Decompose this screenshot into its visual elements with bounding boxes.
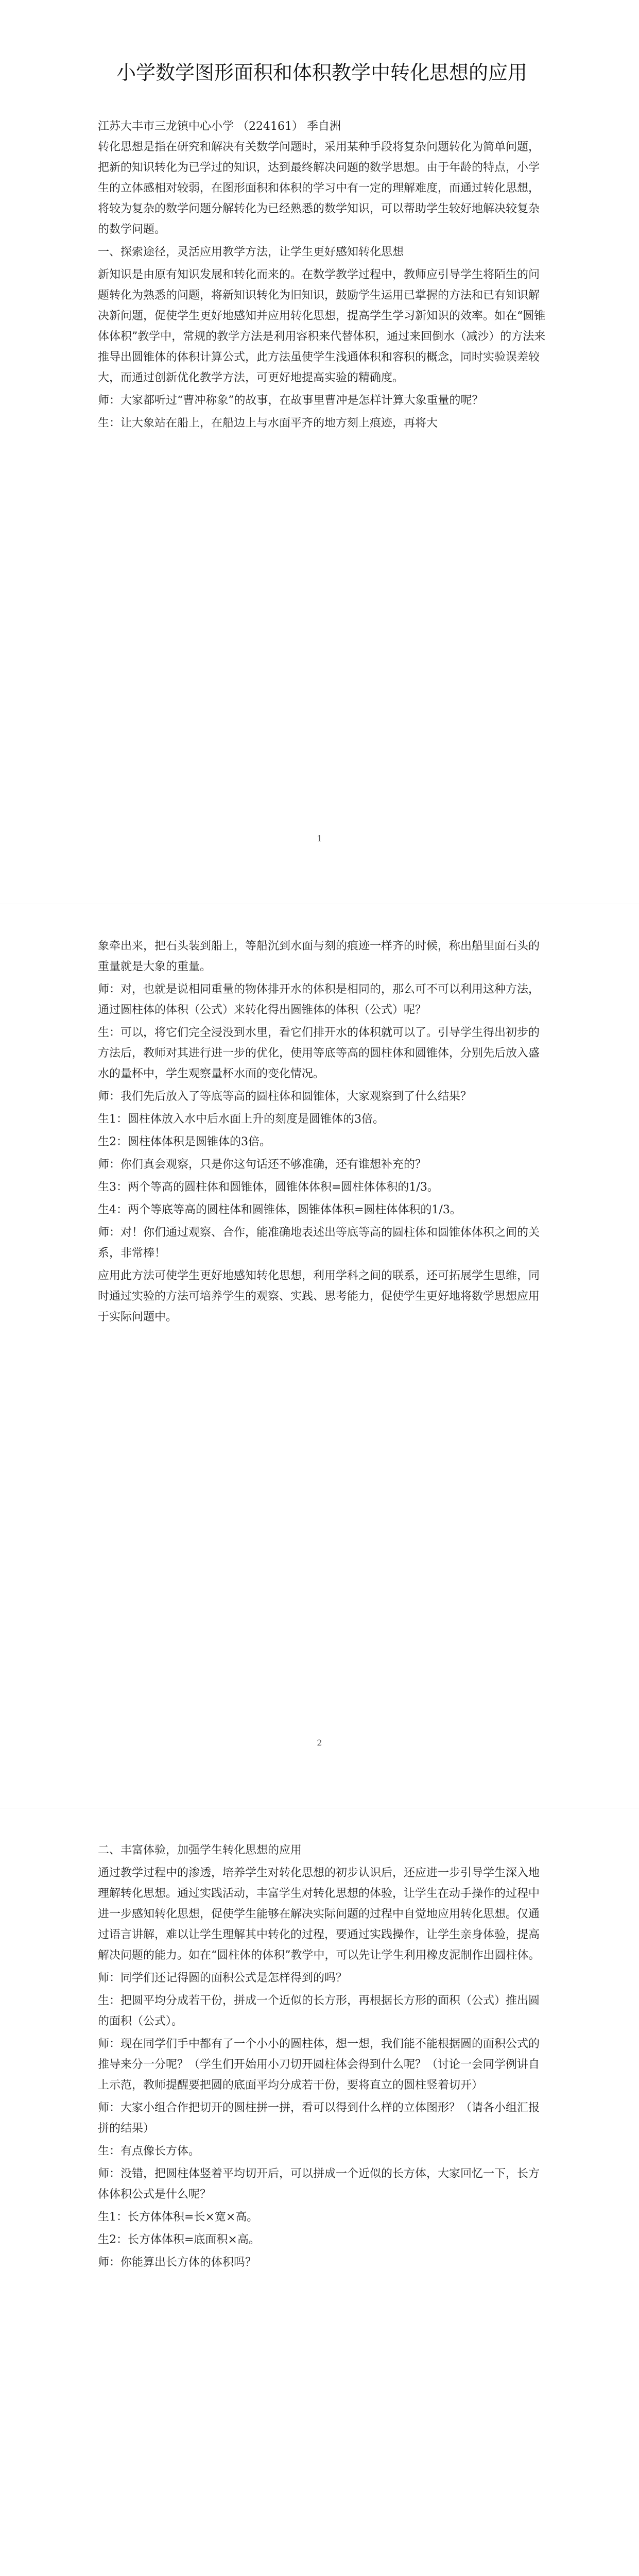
article-title: 小学数学图形面积和体积教学中转化思想的应用 (116, 61, 527, 84)
dialogue-line: 师：大家都听过“曹冲称象”的故事，在故事里曹冲是怎样计算大象重量的呢？ (98, 394, 483, 407)
dialogue-line: 生：可以，将它们完全浸没到水里，看它们排开水的体积就可以了。引导学生得出初步的方法后，教师对其进行进一步的优化，使用等底等高的圆柱体和圆锥体，分别先后放入盛水的量杯中，学生观察量杯水面的变化情况。 (98, 1026, 540, 1080)
dialogue-line: 师：同学们还记得圆的面积公式是怎样得到的吗？ (98, 1972, 348, 1985)
page-1 (0, 0, 639, 904)
paragraph: 应用此方法可使学生更好地感知转化思想，利用学科之间的联系，还可拓展学生思维，同时通过实验的方法可培养学生的观察、实践、思考能力，促使学生更好地将数学思想应用于实际问题中。 (98, 1269, 540, 1324)
dialogue-line: 师：没错，把圆柱体竖着平均切开后，可以拼成一个近似的长方体，大家回忆一下，长方体体积公式是什么呢？ (98, 2167, 540, 2201)
paragraph: 新知识是由原有知识发展和转化而来的。在数学教学过程中，教师应引导学生将陌生的问题转化为熟悉的问题，将新知识转化为旧知识，鼓励学生运用已掌握的方法和已有知识解决新问题，促使学生更好地感知并应用转化思想，提高学生学习新知识的效率。如在“圆锥体体积”教学中，常规的教学方法是利用容积来代替体积，通过来回倒水（减沙）的方法来推导出圆锥体的体积计算公式，此方法虽使学生浅通体积和容积的概念，同时实验误差较大，而通过创新优化教学方法，可更好地提高实验的精确度。 (98, 268, 546, 384)
page-3 (0, 1808, 639, 2576)
dialogue-line: 生：有点像长方体。 (98, 2145, 200, 2158)
dialogue-line: 生2：圆柱体体积是圆锥体的3倍。 (98, 1136, 271, 1148)
page-number: 1 (317, 834, 322, 843)
dialogue-line: 生3：两个等高的圆柱体和圆锥体，圆锥体体积=圆柱体体积的1/3。 (98, 1181, 439, 1194)
dialogue-line: 师：你们真会观察，只是你这句话还不够准确，还有谁想补充的？ (98, 1158, 427, 1171)
page-2 (0, 904, 639, 1808)
dialogue-line: 师：现在同学们手中都有了一个小小的圆柱体，想一想，我们能不能根据圆的面积公式的推导来分一分呢？（学生们开始用小刀切开圆柱体会得到什么呢？（讨论一会同学例讲自上示范，教师提醒要把圆的底面平均分成若干份，要将直立的圆柱竖着切开） (98, 2038, 540, 2092)
dialogue-line: 师：我们先后放入了等底等高的圆柱体和圆锥体，大家观察到了什么结果？ (98, 1090, 472, 1103)
section-heading: 一、探索途径，灵活应用教学方法，让学生更好感知转化思想 (98, 246, 404, 259)
paragraph: 转化思想是指在研究和解决有关数学问题时，采用某种手段将复杂问题转化为简单问题，把新的知识转化为已学过的知识，达到最终解决问题的数学思想。由于年龄的特点，小学生的立体感相对较弱，在图形面积和体积的学习中有一定的理解难度，而通过转化思想，将较为复杂的数学问题分解转化为已经熟悉的数学知识，可以帮助学生较好地解决较复杂的数学问题。 (98, 141, 540, 236)
dialogue-line: 生1：长方体体积=长×宽×高。 (98, 2211, 258, 2224)
dialogue-line: 象牵出来，把石头装到船上，等船沉到水面与刻的痕迹一样齐的时候，称出船里面石头的重量就是大象的重量。 (98, 940, 540, 973)
dialogue-line: 师：大家小组合作把切开的圆柱拼一拼，看可以得到什么样的立体图形？（请各小组汇报拼的结果） (98, 2102, 540, 2135)
page-number: 2 (317, 1738, 322, 1748)
paragraph: 通过教学过程中的渗透，培养学生对转化思想的初步认识后，还应进一步引导学生深入地理解转化思想。通过实践活动，丰富学生对转化思想的体验，让学生在动手操作的过程中进一步感知转化思想，促使学生能够在解决实际问题的过程中自觉地应用转化思想。仅通过语言讲解，难以让学生理解其中转化的过程，要通过实践操作，让学生亲身体验，提高解决问题的能力。如在“圆柱体的体积”教学中，可以先让学生利用橡皮泥制作出圆柱体。 (98, 1867, 540, 1962)
author-byline: 江苏大丰市三龙镇中心小学 （224161） 季自洲 (98, 120, 341, 133)
section-heading: 二、丰富体验，加强学生转化思想的应用 (98, 1844, 302, 1857)
dialogue-line: 生4：两个等底等高的圆柱体和圆锥体，圆锥体体积=圆柱体体积的1/3。 (98, 1204, 461, 1216)
dialogue-line: 师：对！你们通过观察、合作，能准确地表述出等底等高的圆柱体和圆锥体体积之间的关系，非常棒！ (98, 1226, 540, 1260)
dialogue-line: 生：把圆平均分成若干份，拼成一个近似的长方形，再根据长方形的面积（公式）推出圆的面积（公式）。 (98, 1994, 540, 2028)
dialogue-line: 师：你能算出长方体的体积吗？ (98, 2256, 257, 2269)
dialogue-line: 生2：长方体体积=底面积×高。 (98, 2233, 260, 2246)
dialogue-line: 生1：圆柱体放入水中后水面上升的刻度是圆锥体的3倍。 (98, 1113, 384, 1126)
dialogue-line: 生：让大象站在船上，在船边上与水面平齐的地方刻上痕迹，再将大 (98, 417, 438, 430)
dialogue-line: 师：对，也就是说相同重量的物体排开水的体积是相同的，那么可不可以利用这种方法，通过圆柱体的体积（公式）来转化得出圆锥体的体积（公式）呢？ (98, 983, 540, 1016)
